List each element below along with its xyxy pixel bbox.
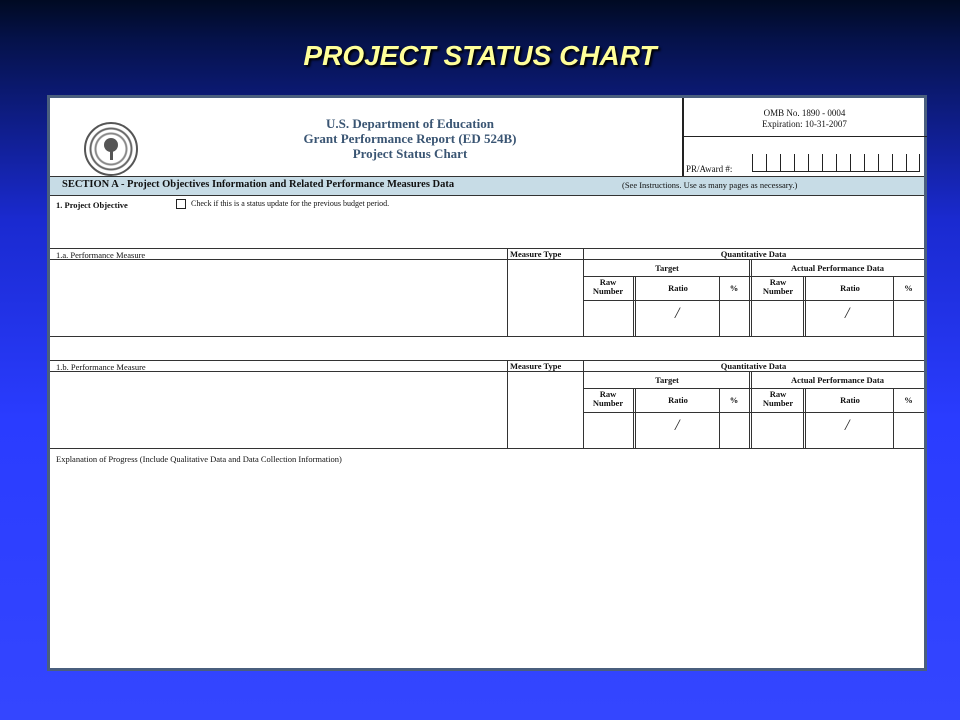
target-percent-label: % — [729, 283, 739, 293]
target-ratio-label: Ratio — [668, 395, 688, 405]
department-seal-icon — [84, 122, 138, 176]
status-update-checkbox[interactable] — [176, 199, 186, 209]
measure-type-label: Measure Type — [510, 361, 562, 371]
explanation-of-progress-label: Explanation of Progress (Include Qualitative Data and Data Collection Information) — [56, 454, 342, 464]
pr-award-label: PR/Award #: — [686, 164, 733, 174]
section-a-title: SECTION A - Project Objectives Information and Related Performance Measures Data — [62, 179, 455, 190]
target-label: Target — [655, 263, 679, 273]
omb-divider — [682, 136, 927, 137]
status-update-checkbox-label: Check if this is a status update for the previous budget period. — [191, 199, 390, 208]
report-name: Grant Performance Report (ED 524B) — [303, 131, 517, 146]
chart-name: Project Status Chart — [352, 146, 468, 161]
performance-measure-1b — [50, 360, 924, 450]
target-ratio-separator: / — [675, 305, 680, 322]
omb-number: OMB No. 1890 - 0004 — [763, 108, 846, 118]
measure-label: 1.b. Performance Measure — [56, 362, 146, 372]
target-raw-number-label: Raw Number — [592, 389, 624, 408]
target-percent-label: % — [729, 395, 739, 405]
project-objective-label: 1. Project Objective — [56, 200, 128, 210]
target-ratio-separator: / — [675, 417, 680, 434]
target-ratio-label: Ratio — [668, 283, 688, 293]
actual-percent-label: % — [904, 283, 913, 293]
actual-ratio-separator: / — [845, 417, 850, 434]
actual-raw-number-label: Raw Number — [762, 277, 794, 296]
measure-type-label: Measure Type — [510, 249, 562, 259]
omb-expiration: Expiration: 10-31-2007 — [762, 119, 847, 129]
ed-524b-form — [47, 95, 927, 671]
quantitative-data-label: Quantitative Data — [720, 361, 787, 371]
pr-award-input[interactable] — [752, 154, 920, 172]
actual-ratio-label: Ratio — [840, 283, 860, 293]
agency-name: U.S. Department of Education — [326, 116, 494, 131]
omb-info — [682, 108, 927, 130]
performance-measure-1a — [50, 248, 924, 338]
actual-performance-label: Actual Performance Data — [791, 375, 884, 385]
actual-performance-label: Actual Performance Data — [791, 263, 884, 273]
actual-raw-number-label: Raw Number — [762, 389, 794, 408]
target-label: Target — [655, 375, 679, 385]
measure-label: 1.a. Performance Measure — [56, 250, 146, 260]
quantitative-data-label: Quantitative Data — [720, 249, 787, 259]
actual-ratio-label: Ratio — [840, 395, 860, 405]
target-raw-number-label: Raw Number — [592, 277, 624, 296]
section-a-note: (See Instructions. Use as many pages as necessary.) — [622, 180, 798, 190]
form-header — [220, 116, 600, 161]
slide-title: PROJECT STATUS CHART — [303, 40, 657, 71]
actual-ratio-separator: / — [845, 305, 850, 322]
actual-percent-label: % — [904, 395, 913, 405]
